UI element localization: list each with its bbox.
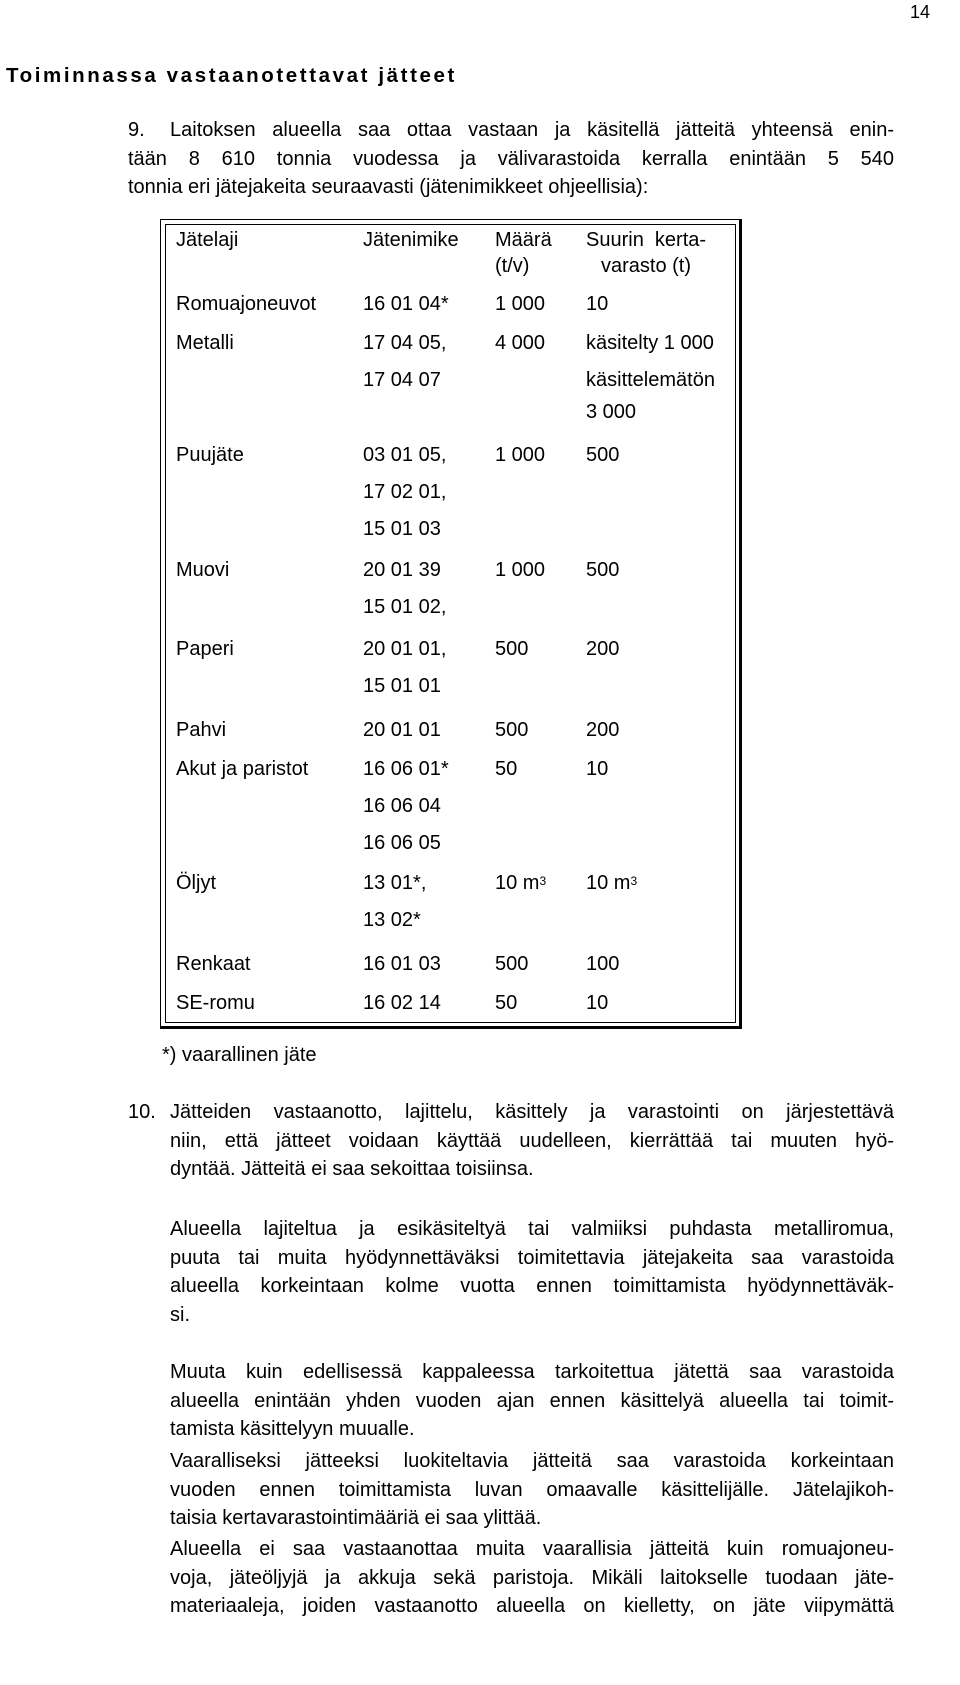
table-row-7-jatelaji: Akut ja paristot — [176, 758, 309, 780]
table-row-6-varasto: 200 — [586, 719, 620, 741]
table-row-2-varasto: käsitelty 1 000 — [586, 332, 714, 354]
item-10-p1-line-3: dyntää. Jätteitä ei saa sekoittaa toisiinsa. — [170, 1158, 534, 1180]
table-row-9-jatenimike: 16 01 03 — [363, 953, 441, 975]
table-row-8-varasto: 10 $m^3$ — [586, 872, 638, 894]
table-row-2-jatenimike: 17 04 05, — [363, 332, 447, 354]
section-title: Toiminnassa vastaanotettavat jätteet — [6, 64, 457, 87]
table-row-3-jatenimike: 15 01 03 — [363, 518, 441, 540]
item-9-line-2: tään 8 610 tonnia vuodessa ja välivarastoida kerralla enintään 5 540 — [128, 147, 894, 170]
table-row-7-jatenimike: 16 06 05 — [363, 832, 441, 854]
table-row-7-maara: 50 — [495, 758, 518, 780]
item-9-number: 9. — [128, 119, 145, 141]
table-row-1-jatelaji: Romuajoneuvot — [176, 293, 317, 315]
table-row-4-jatenimike: 20 01 39 — [363, 559, 441, 581]
table-row-4-jatelaji: Muovi — [176, 559, 230, 581]
header-jatenimike: Jätenimike — [363, 229, 459, 251]
item-10-number: 10. — [128, 1101, 156, 1123]
table-row-5-jatenimike: 15 01 01 — [363, 675, 441, 697]
table-row-3-jatenimike: 17 02 01, — [363, 481, 447, 503]
item-10-p2-line-1: Alueella lajiteltua ja esikäsiteltyä tai valmiiksi puhdasta metalliromua, — [170, 1218, 894, 1240]
header-jatelaji: Jätelaji — [176, 229, 239, 251]
table-row-2-jatenimike: 17 04 07 — [363, 369, 441, 391]
item-10-p5-line-3: materiaaleja, joiden vastaanotto alueella on kielletty, on jäte viipymättä — [170, 1595, 894, 1617]
item-9-line-1: Laitoksen alueella saa ottaa vastaan ja käsitellä jätteitä yhteensä enin- — [170, 119, 894, 141]
item-10-p3-line-1: Muuta kuin edellisessä kappaleessa tarkoitettua jätettä saa varastoida — [170, 1361, 894, 1383]
table-row-1-varasto: 10 — [586, 293, 609, 315]
item-10-p3-line-2: alueella enintään yhden vuoden ajan ennen käsittelyä alueella tai toimit- — [170, 1389, 894, 1412]
footnote: *) vaarallinen jäte — [162, 1044, 317, 1066]
item-10-p4-line-3: taisia kertavarastointimääriä ei saa ylittää. — [170, 1507, 542, 1529]
item-10-p4-line-1: Vaaralliseksi jätteeksi luokiteltavia jätteitä saa varastoida korkeintaan — [170, 1450, 894, 1472]
table-row-8-jatenimike: 13 01*, — [363, 872, 427, 894]
table-row-10-varasto: 10 — [586, 992, 609, 1014]
item-9-line-3: tonnia eri jätejakeita seuraavasti (jätenimikkeet ohjeellisia): — [128, 176, 649, 198]
unit-exponent: 3 — [630, 874, 638, 888]
table-row-10-jatelaji: SE-romu — [176, 992, 255, 1014]
item-10-p2-line-4: si. — [170, 1303, 190, 1326]
header-suurin-kertavarasto: Suurin kerta- — [586, 229, 707, 251]
table-row-2-jatelaji: Metalli — [176, 332, 234, 354]
table-row-4-maara: 1 000 — [495, 559, 546, 581]
header-maara: Määrä — [495, 229, 552, 251]
table-row-3-maara: 1 000 — [495, 444, 546, 466]
table-row-7-jatenimike: 16 06 01* — [363, 758, 449, 780]
table-row-5-jatenimike: 20 01 01, — [363, 638, 447, 660]
item-10-p5-line-2: voja, jäteöljyjä ja akkuja sekä paristoja. Mikäli laitokselle tuodaan jäte- — [170, 1566, 894, 1589]
item-10-p5-line-1: Alueella ei saa vastaanottaa muita vaarallisia jätteitä kuin romuajoneu- — [170, 1538, 894, 1560]
table-row-1-maara: 1 000 — [495, 293, 546, 315]
table-row-4-varasto: 500 — [586, 559, 620, 581]
table-row-2-varasto: käsittelemätön — [586, 369, 715, 391]
item-10-p1-line-2: niin, että jätteet voidaan käyttää uudelleen, kierrättää tai muuten hyö- — [170, 1129, 894, 1152]
item-10-p1-line-1: Jätteiden vastaanotto, lajittelu, käsittely ja varastointi on järjestettävä — [170, 1101, 894, 1123]
item-10-p4-line-2: vuoden ennen toimittamista luvan omaavalle käsittelijälle. Jätelajikoh- — [170, 1478, 894, 1501]
table-row-6-jatenimike: 20 01 01 — [363, 719, 441, 741]
table-row-7-jatenimike: 16 06 04 — [363, 795, 441, 817]
table-row-4-jatenimike: 15 01 02, — [363, 596, 447, 618]
item-10-p2-line-3: alueella korkeintaan kolme vuotta ennen toimittamista hyödynnettäväk- — [170, 1275, 894, 1297]
table-row-2-varasto: 3 000 — [586, 401, 637, 423]
table-row-8-jatenimike: 13 02* — [363, 909, 421, 931]
table-row-8-maara: 10 $m^3$ — [495, 872, 547, 894]
table-row-9-jatelaji: Renkaat — [176, 953, 251, 975]
header-suurin-kertavarasto-unit: varasto (t) — [601, 255, 692, 277]
table-row-5-varasto: 200 — [586, 638, 620, 660]
table-row-6-jatelaji: Pahvi — [176, 719, 227, 741]
page-number: 14 — [909, 2, 930, 22]
table-row-10-maara: 50 — [495, 992, 518, 1014]
table-row-5-jatelaji: Paperi — [176, 638, 234, 660]
header-maara-unit: (t/v) — [495, 255, 530, 277]
unit-exponent: 3 — [539, 874, 547, 888]
table-row-2-maara: 4 000 — [495, 332, 546, 354]
table-row-5-maara: 500 — [495, 638, 529, 660]
table-row-3-jatenimike: 03 01 05, — [363, 444, 447, 466]
table-row-6-maara: 500 — [495, 719, 529, 741]
table-row-9-varasto: 100 — [586, 953, 620, 975]
table-row-9-maara: 500 — [495, 953, 529, 975]
item-10-p2-line-2: puuta tai muita hyödynnettäväksi toimitettavia jätejakeita saa varastoida — [170, 1246, 894, 1269]
item-10-p3-line-3: tamista käsittelyyn muualle. — [170, 1418, 415, 1440]
table-row-8-jatelaji: Öljyt — [176, 872, 216, 894]
table-row-3-jatelaji: Puujäte — [176, 444, 244, 466]
table-row-3-varasto: 500 — [586, 444, 620, 466]
table-row-7-varasto: 10 — [586, 758, 609, 780]
table-row-10-jatenimike: 16 02 14 — [363, 992, 441, 1014]
table-row-1-jatenimike: 16 01 04* — [363, 293, 449, 315]
